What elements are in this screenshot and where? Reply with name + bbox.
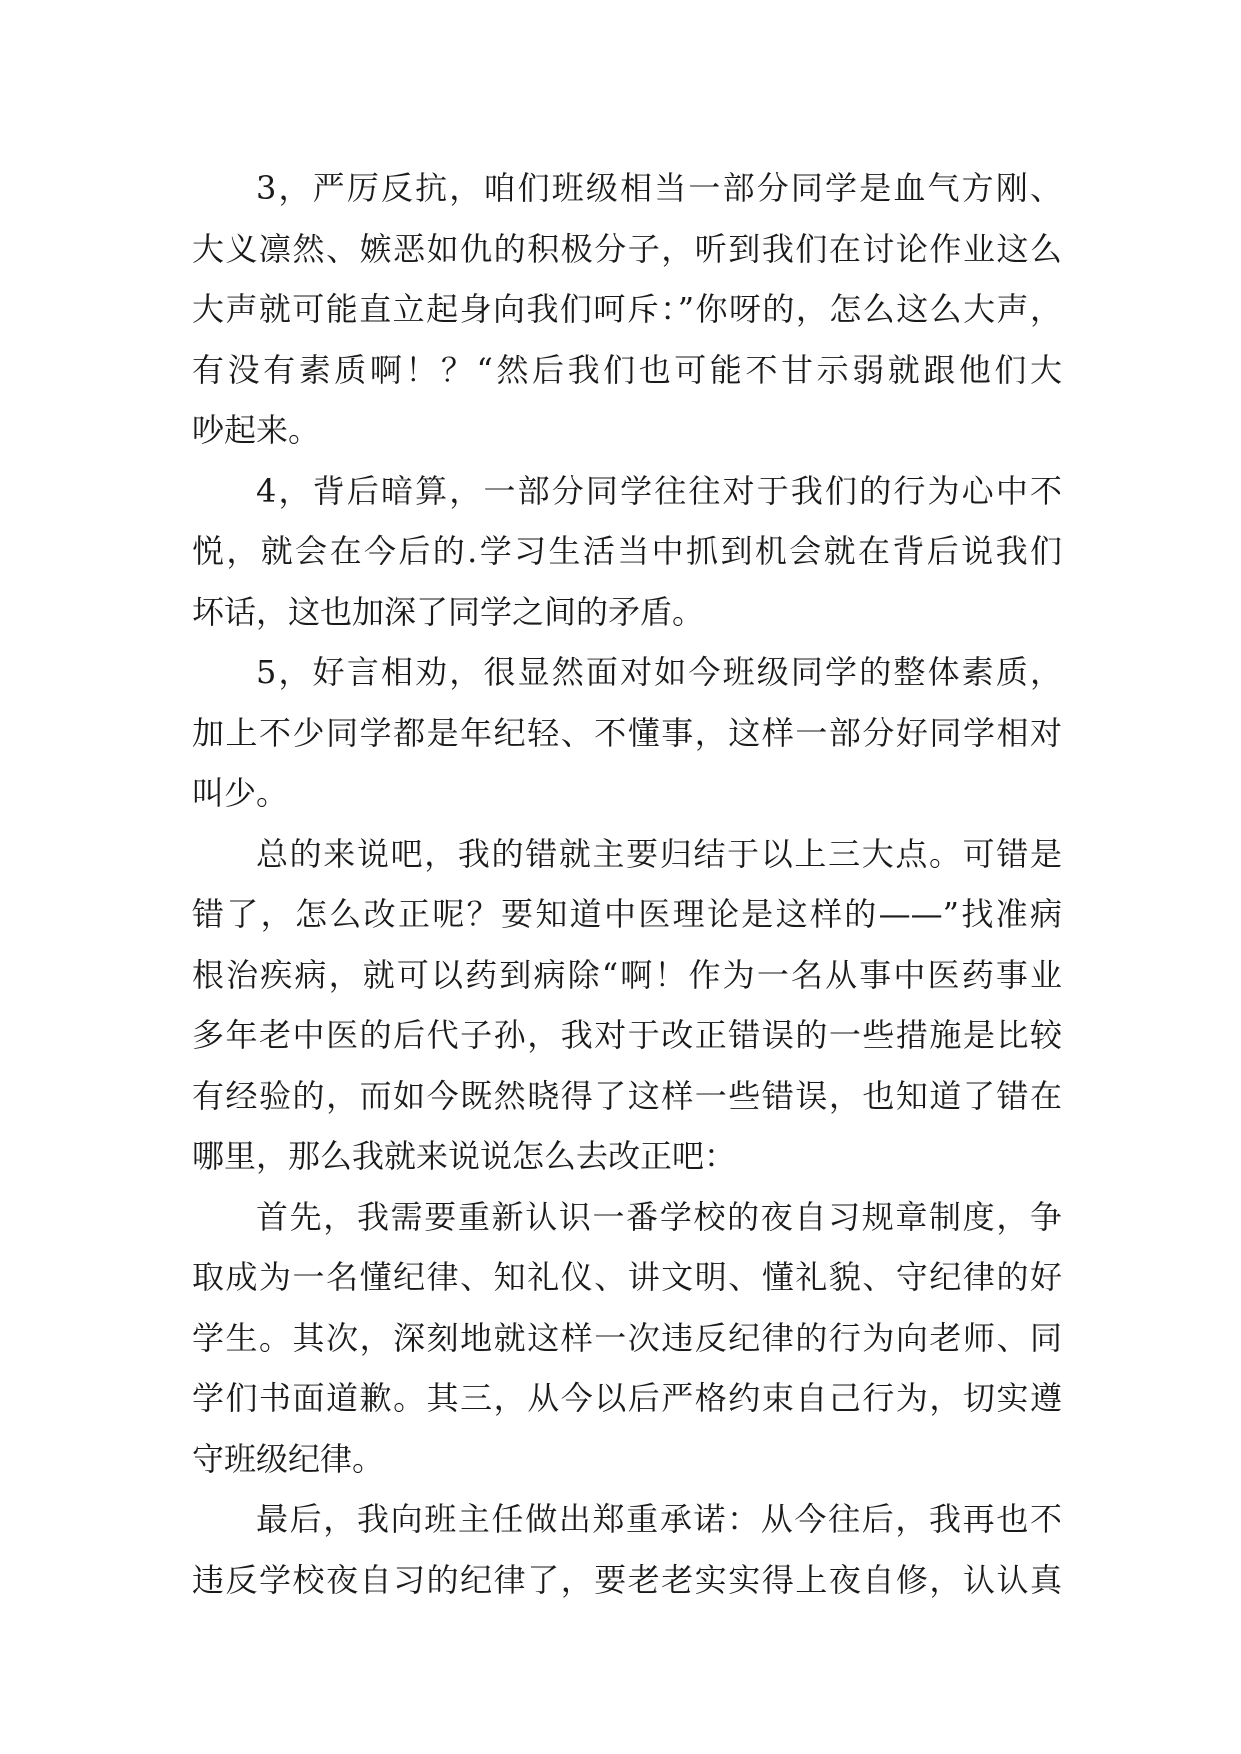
text-line: 有没有素质啊！？“然后我们也可能不甘示弱就跟他们大	[192, 350, 1062, 389]
text-line: 学们书面道歉。其三，从今以后严格约束自己行为，切实遵	[192, 1379, 1062, 1417]
text-line: 首先，我需要重新认识一番学校的夜自习规章制度，争	[256, 1197, 1062, 1236]
text-line: 有经验的，而如今既然晓得了这样一些错误，也知道了错在	[192, 1076, 1062, 1115]
text-line: 最后，我向班主任做出郑重承诺：从今往后，我再也不	[256, 1500, 1062, 1538]
text-line: 取成为一名懂纪律、知礼仪、讲文明、懂礼貌、守纪律的好	[192, 1258, 1062, 1296]
text-line: 5，好言相劝，很显然面对如今班级同学的整体素质，	[256, 653, 1062, 691]
paragraph-summary	[192, 824, 1062, 1187]
text-line: 总的来说吧，我的错就主要归结于以上三大点。可错是	[256, 834, 1062, 873]
text-line: 守班级纪律。	[192, 1439, 385, 1478]
document-body	[192, 158, 1062, 1610]
text-line: 大义凛然、嫉恶如仇的积极分子，听到我们在讨论作业这么	[192, 229, 1062, 268]
paragraph-first-step	[192, 1187, 1062, 1490]
text-line: 3，严厉反抗，咱们班级相当一部分同学是血气方刚、	[256, 169, 1062, 207]
text-line: 坏话，这也加深了同学之间的矛盾。	[192, 592, 705, 631]
text-line: 违反学校夜自习的纪律了，要老老实实得上夜自修，认认真	[192, 1560, 1062, 1599]
paragraph-point-3	[192, 158, 1062, 461]
text-line: 大声就可能直立起身向我们呵斥：”你呀的，怎么这么大声，	[192, 290, 1062, 328]
text-line: 加上不少同学都是年纪轻、不懂事，这样一部分好同学相对	[192, 713, 1062, 752]
text-line: 悦，就会在今后的.学习生活当中抓到机会就在背后说我们	[192, 532, 1062, 570]
text-line: 多年老中医的后代子孙，我对于改正错误的一些措施是比较	[192, 1016, 1062, 1054]
paragraph-point-4	[192, 461, 1062, 643]
text-line: 错了，怎么改正呢？要知道中医理论是这样的——”找准病	[192, 895, 1062, 933]
text-line: 4，背后暗算，一部分同学往往对于我们的行为心中不	[256, 471, 1062, 510]
text-line: 学生。其次，深刻地就这样一次违反纪律的行为向老师、同	[192, 1318, 1062, 1357]
text-line: 叫少。	[192, 774, 289, 812]
text-line: 哪里，那么我就来说说怎么去改正吧：	[192, 1137, 737, 1175]
paragraph-point-5	[192, 642, 1062, 824]
text-line: 根治疾病，就可以药到病除“啊！作为一名从事中医药事业	[192, 955, 1062, 994]
paragraph-final-promise	[192, 1489, 1062, 1610]
text-line: 吵起来。	[192, 411, 321, 449]
